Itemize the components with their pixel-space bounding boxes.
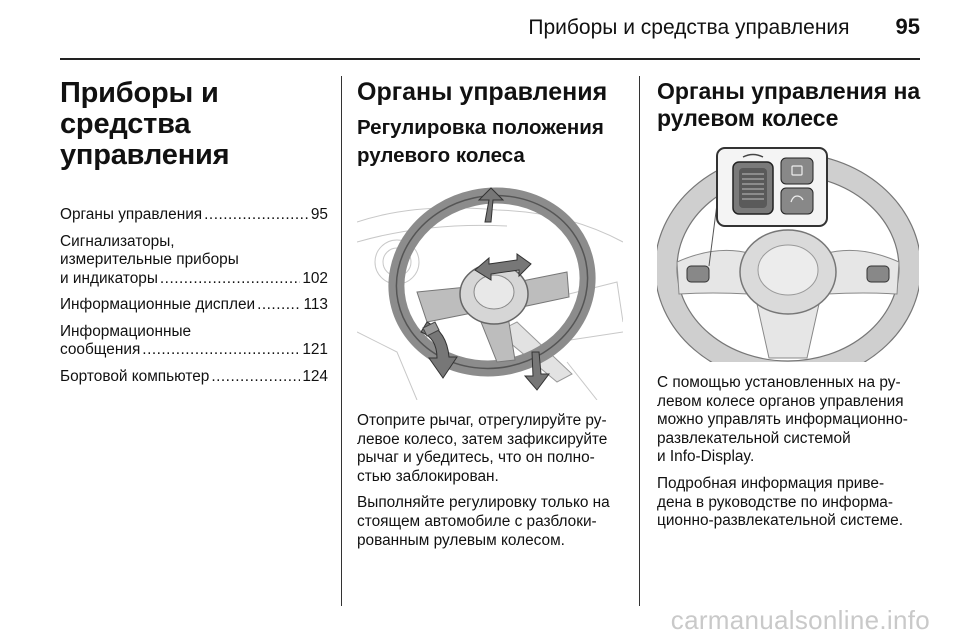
steering-adjust-illustration [357,182,623,400]
section-column [60,78,328,394]
page-number: 95 [895,14,920,39]
toc-page: 121 [302,341,328,358]
toc-page: 102 [302,269,328,287]
steering-adjust-paragraph-1: Отоприте рычаг, отрегулируйте ру- левое колесо, затем зафиксируйте рычаг и убедитесь, что он полно- стью заблокирован. [357,412,608,485]
wheel-controls-paragraph-2: Подробная информация приве- дена в руководстве по информа- ционно-развлекательной системе. [657,474,904,530]
wheel-controls-paragraph-1: С помощью установленных на ру- левом колесе органов управления можно управлять информационно- развлекательной системой и Info-Display. [657,374,908,466]
steering-adjust-heading: Регулировка положения рулевого колеса [357,116,604,167]
toc-entry-trip-computer[interactable]: Бортовой компьютер ..... 124 [60,368,328,387]
controls-heading: Органы управления [357,78,608,106]
toc-page: 95 [310,206,328,223]
toc-page: 113 [303,296,328,313]
toc-entry-info-displays[interactable]: Информационные дисплеи ..... 113 [60,296,328,315]
controls-column [357,78,625,558]
running-header [60,14,920,48]
watermark: carmanualsonline.info [670,605,930,635]
wheel-controls-illustration [657,144,919,362]
toc-page: 124 [302,367,328,385]
toc-entry-info-messages[interactable]: Информационные сообщения ..... 121 [60,323,328,360]
header-rule [60,58,920,60]
wheel-controls-column [657,78,923,539]
wheel-controls-heading: Органы управления на рулевом колесе [657,78,921,131]
steering-adjust-paragraph-2: Выполняйте регулировку только на стоящем автомобиле с разблоки- рованным рулевым колесом. [357,494,610,549]
column-divider-1 [341,76,342,606]
running-header-title: Приборы и средства управления [528,16,850,39]
toc-entry-controls[interactable]: Органы управления ..... 95 [60,206,328,225]
section-title: Приборы и средства управления [60,77,230,171]
toc-entry-warning-lights[interactable]: Сигнализаторы, измерительные приборы и индикаторы ..... 102 [60,233,328,289]
column-divider-2 [639,76,640,606]
